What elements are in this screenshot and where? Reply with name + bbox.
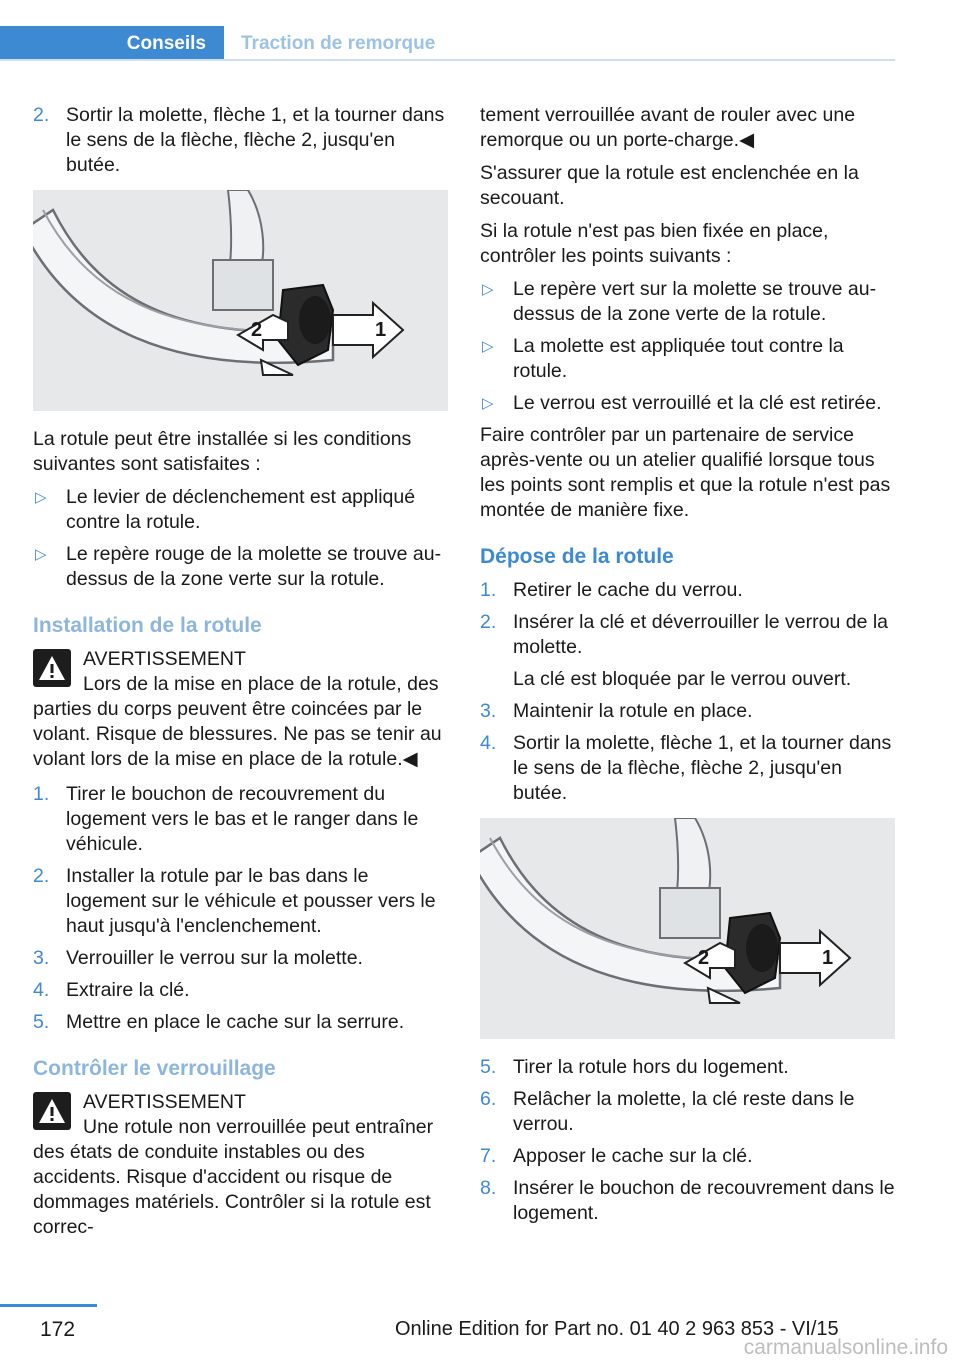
step-text: Insérer le bouchon de recouvrement dans le logement. [513, 1177, 895, 1224]
step-number: 4. [480, 732, 497, 754]
list-item [33, 485, 448, 535]
section-tab-traction[interactable] [241, 26, 435, 61]
list-item [33, 946, 448, 971]
check-paragraph: S'assurer que la rotule est enclenchée en la secouant. [480, 162, 859, 209]
list-item [480, 1055, 895, 1080]
step-text: Relâcher la molette, la clé reste dans le verrou. [513, 1088, 855, 1135]
warning-block [33, 1090, 448, 1240]
list-item [480, 699, 895, 724]
list-item [480, 731, 895, 806]
continued-paragraph: tement verrouillée avant de rouler avec une remorque ou un porte-charge.◀ [480, 104, 856, 151]
page-header [0, 26, 895, 61]
step-text: Verrouiller le verrou sur la molette. [66, 947, 363, 969]
step-text: Tirer le bouchon de recouvrement du logement vers le bas et le ranger dans le véhicule. [66, 783, 419, 855]
warning-title: AVERTISSEMENT [83, 648, 246, 670]
step-text: Mettre en place le cache sur la serrure. [66, 1011, 405, 1033]
list-item [480, 277, 895, 327]
step-text: Insérer la clé et déverrouiller le verrou de la molette. [513, 611, 889, 658]
list-item [480, 1087, 895, 1137]
bullet-text: Le levier de déclenchement est appliqué contre la rotule. [66, 486, 416, 533]
step-text: Tirer la rotule hors du logement. [513, 1056, 789, 1078]
arrow-label-1: 1 [822, 947, 834, 969]
list-item [480, 578, 895, 603]
conditions-paragraph: La rotule peut être installée si les conditions suivantes sont satisfaites : [33, 428, 412, 475]
subsection-label: Traction de remorque [241, 32, 436, 54]
step-number: 6. [480, 1088, 497, 1110]
list-item [480, 1176, 895, 1226]
step-number: 1. [480, 579, 497, 601]
warning-block [33, 647, 448, 772]
step-note: La clé est bloquée par le verrou ouvert. [513, 668, 852, 690]
tow-ball-figure [480, 818, 895, 1039]
step-number: 8. [480, 1177, 497, 1199]
bullet-text: La molette est appliquée tout contre la rotule. [513, 335, 844, 382]
left-column [33, 103, 448, 1250]
list-item [480, 1144, 895, 1169]
step-text: Apposer le cache sur la clé. [513, 1145, 753, 1167]
triangle-bullet-icon: ▷ [482, 395, 494, 412]
section-heading-check: Contrôler le verrouillage [33, 1057, 276, 1080]
step-number: 5. [33, 1011, 50, 1033]
edition-footer: Online Edition for Part no. 01 40 2 963 853 - VI/15 [395, 1318, 839, 1340]
step-text: Sortir la molette, flèche 1, et la tourner dans le sens de la flèche, flèche 2, jusqu'en butée. [66, 104, 445, 176]
section-heading-removal: Dépose de la rotule [480, 545, 674, 568]
page-number-rule [0, 1304, 97, 1307]
step-number: 7. [480, 1145, 497, 1167]
list-item [33, 103, 448, 178]
step-number: 2. [33, 865, 50, 887]
step-number: 4. [33, 979, 50, 1001]
warning-text: Lors de la mise en place de la rotule, des parties du corps peuvent être coincées par le volant. Risque de blessures. Ne pas se tenir au volant lors de la mise en place de la rotule.◀ [33, 673, 442, 770]
step-number: 3. [480, 700, 497, 722]
bullet-text: Le verrou est verrouillé et la clé est retirée. [513, 392, 882, 414]
list-item [33, 864, 448, 939]
section-tab-conseils[interactable] [0, 26, 224, 61]
page-number: 172 [40, 1318, 76, 1341]
watermark: carmanualsonline.info [743, 1336, 948, 1359]
step-number: 3. [33, 947, 50, 969]
tow-ball-illustration [480, 818, 895, 1039]
arrow-label-2: 2 [251, 319, 263, 341]
step-text: Extraire la clé. [66, 979, 190, 1001]
step-text: Installer la rotule par le bas dans le logement sur le véhicule et pousser vers le haut jusqu'à l'enclenchement. [66, 865, 436, 937]
section-label: Conseils [126, 32, 206, 54]
bullet-text: Le repère vert sur la molette se trouve au-dessus de la zone verte de la rotule. [513, 278, 877, 325]
list-item [480, 610, 895, 660]
triangle-bullet-icon: ▷ [482, 338, 494, 355]
step-number: 2. [33, 104, 50, 126]
warning-title: AVERTISSEMENT [83, 1091, 246, 1113]
arrow-label-1: 1 [375, 319, 387, 341]
list-item [33, 782, 448, 857]
list-item [33, 542, 448, 592]
bullet-text: Le repère rouge de la molette se trouve au-dessus de la zone verte sur la rotule. [66, 543, 442, 590]
triangle-bullet-icon: ▷ [35, 546, 47, 563]
triangle-bullet-icon: ▷ [482, 281, 494, 298]
right-column [480, 103, 895, 1233]
step-number: 5. [480, 1056, 497, 1078]
tow-ball-figure [33, 190, 448, 411]
header-rule [0, 59, 895, 61]
section-heading-installation: Installation de la rotule [33, 614, 262, 637]
arrow-label-2: 2 [698, 947, 710, 969]
warning-icon [33, 649, 71, 687]
list-item [33, 978, 448, 1003]
step-number: 2. [480, 611, 497, 633]
step-text: Retirer le cache du verrou. [513, 579, 743, 601]
step-number: 1. [33, 783, 50, 805]
list-item [480, 391, 895, 416]
list-item [480, 334, 895, 384]
tow-ball-illustration [33, 190, 448, 411]
triangle-bullet-icon: ▷ [35, 489, 47, 506]
check-points-paragraph: Si la rotule n'est pas bien fixée en place, contrôler les points suivants : [480, 220, 829, 267]
step-text: Sortir la molette, flèche 1, et la tourner dans le sens de la flèche, flèche 2, jusqu'en butée. [513, 732, 892, 804]
warning-text: Une rotule non verrouillée peut entraîner des états de conduite instables ou des accidents. Risque d'accident ou risque de dommages matériels. Contrôler si la rotule est correc- [33, 1116, 434, 1238]
step-text: Maintenir la rotule en place. [513, 700, 753, 722]
list-item [33, 1010, 448, 1035]
warning-icon [33, 1092, 71, 1130]
service-paragraph: Faire contrôler par un partenaire de service après-vente ou un atelier qualifié lorsque tous les points sont remplis et que la rotule n'est pas montée de manière fixe. [480, 424, 891, 521]
